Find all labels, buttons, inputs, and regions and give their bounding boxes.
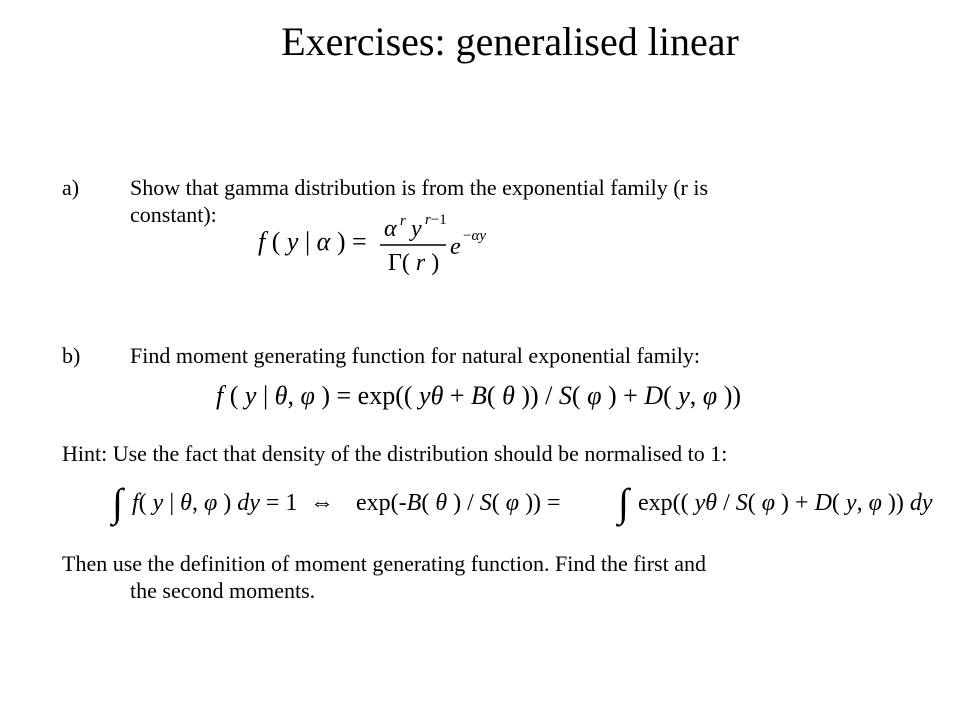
exercise-a-marker: a) xyxy=(62,175,80,200)
closing-instructions-line2: the second moments. xyxy=(130,578,316,603)
svg-text:r−1: r−1 xyxy=(425,212,447,228)
svg-text:f ( y | α ) =: f ( y | α ) = xyxy=(258,227,367,256)
natural-exponential-family-equation xyxy=(216,374,756,414)
exercise-b-marker: b) xyxy=(62,343,81,368)
svg-text:exp(-B( θ ) / S( φ )) =: exp(-B( θ ) / S( φ )) = xyxy=(356,490,561,516)
closing-instructions xyxy=(62,550,706,604)
svg-text:y: y xyxy=(411,216,422,242)
svg-text:r: r xyxy=(400,213,406,229)
svg-text:α: α xyxy=(384,216,397,242)
exercise-a-line1: Show that gamma distribution is from the exponential family (r is xyxy=(130,175,709,200)
svg-text:−αy: −αy xyxy=(463,228,486,244)
gamma-density-equation xyxy=(258,212,486,284)
svg-text:e: e xyxy=(450,234,461,260)
svg-text:Γ( r ): Γ( r ) xyxy=(388,250,440,276)
hint-text: Hint: Use the fact that density of the distribution should be normalised to 1: xyxy=(62,441,728,466)
svg-text:∫: ∫ xyxy=(618,480,629,525)
svg-text:⇔: ⇔ xyxy=(310,490,334,516)
normalisation-equation xyxy=(112,476,933,530)
svg-text:∫: ∫ xyxy=(112,480,123,525)
exercise-b-text: Find moment generating function for natural exponential family: xyxy=(130,343,701,368)
closing-instructions-line1: Then use the definition of moment generating function. Find the first and xyxy=(62,551,706,576)
exercise-a-line2: constant): xyxy=(130,202,217,227)
svg-text:f( y | θ, φ ) dy = 1: f( y | θ, φ ) dy = 1 xyxy=(132,490,298,516)
svg-text:exp(( yθ / S( φ ) + D( y, φ )): exp(( yθ / S( φ ) + D( y, φ )) dy xyxy=(638,490,933,516)
svg-text:f ( y | θ, φ ) = exp(( yθ + B(: f ( y | θ, φ ) = exp(( yθ + B( θ )) / S( φ ) + D( y, φ )) xyxy=(216,381,742,410)
slide-title: Exercises: generalised linear xyxy=(281,19,739,64)
